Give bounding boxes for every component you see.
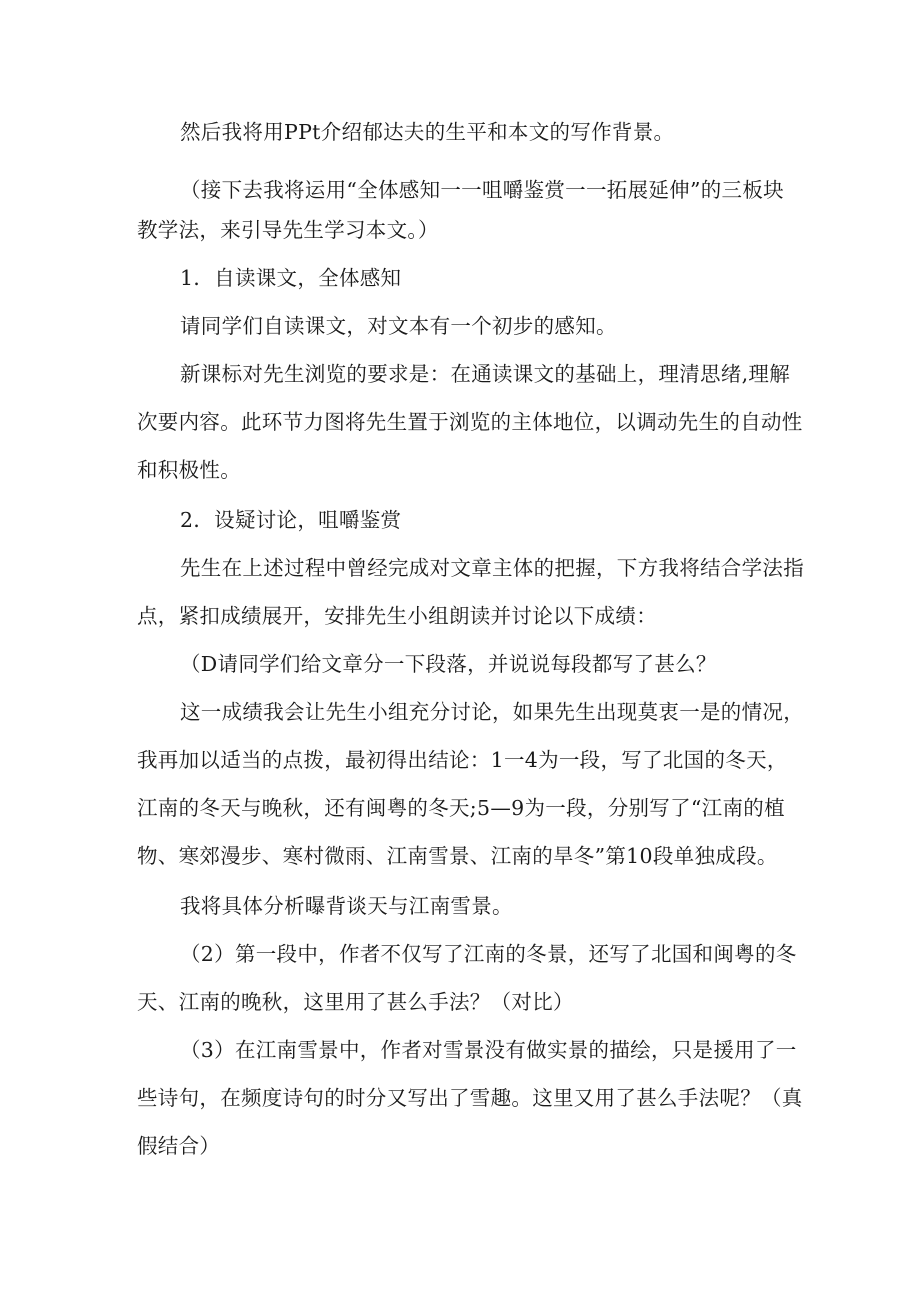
paragraph-line: 我再加以适当的点拨，最初得出结论：1一4为一段，写了北国的冬天， <box>137 748 788 772</box>
paragraph-line: 我将具体分析曝背谈天与江南雪景。 <box>180 894 513 918</box>
question-line: （3）在江南雪景中，作者对雪景没有做实景的描绘，只是援用了一 <box>180 1038 797 1062</box>
paragraph-line: 这一成绩我会让先生小组充分讨论，如果先生出现莫衷一是的情况， <box>180 700 804 724</box>
paragraph-line: 江南的冬天与晚秋，还有闽粤的冬天;5—9为一段，分别写了“江南的植 <box>137 796 785 820</box>
paragraph-line: 物、寒郊漫步、寒村微雨、江南雪景、江南的旱冬”第10段单独成段。 <box>137 844 778 868</box>
question-line: （D请同学们给文章分一下段落，并说说每段都写了甚么？ <box>180 652 717 676</box>
paragraph-line: 请同学们自读课文，对文本有一个初步的感知。 <box>180 314 617 338</box>
paragraph-line: 教学法，来引导先生学习本文。） <box>137 218 439 242</box>
paragraph-line: 假结合） <box>137 1134 221 1158</box>
question-line: （2）第一段中，作者不仅写了江南的冬景，还写了北国和闽粤的冬 <box>180 942 797 966</box>
paragraph-line: 点，紧扣成绩展开，安排先生小组朗读并讨论以下成绩： <box>137 604 657 628</box>
paragraph-line: （接下去我将运用“全体感知一一咀嚼鉴赏一一拓展延伸”的三板块 <box>180 178 784 202</box>
paragraph-line: 和积极性。 <box>137 458 241 482</box>
paragraph-line: 些诗句，在频度诗句的时分又写出了雪趣。这里又用了甚么手法呢？（真 <box>137 1086 803 1110</box>
paragraph-line: 次要内容。此环节力图将先生置于浏览的主体地位，以调动先生的自动性 <box>137 410 803 434</box>
section-heading: 1．自读课文，全体感知 <box>180 266 402 290</box>
paragraph-line: 新课标对先生浏览的要求是：在通读课文的基础上，理清思绪,理解 <box>180 362 791 386</box>
paragraph-line: 先生在上述过程中曾经完成对文章主体的把握，下方我将结合学法指 <box>180 556 804 580</box>
paragraph-line: 然后我将用PPt介绍郁达夫的生平和本文的写作背景。 <box>180 120 675 144</box>
paragraph-line: 天、江南的晚秋，这里用了甚么手法？（对比） <box>137 990 574 1014</box>
section-heading: 2．设疑讨论，咀嚼鉴赏 <box>180 508 402 532</box>
